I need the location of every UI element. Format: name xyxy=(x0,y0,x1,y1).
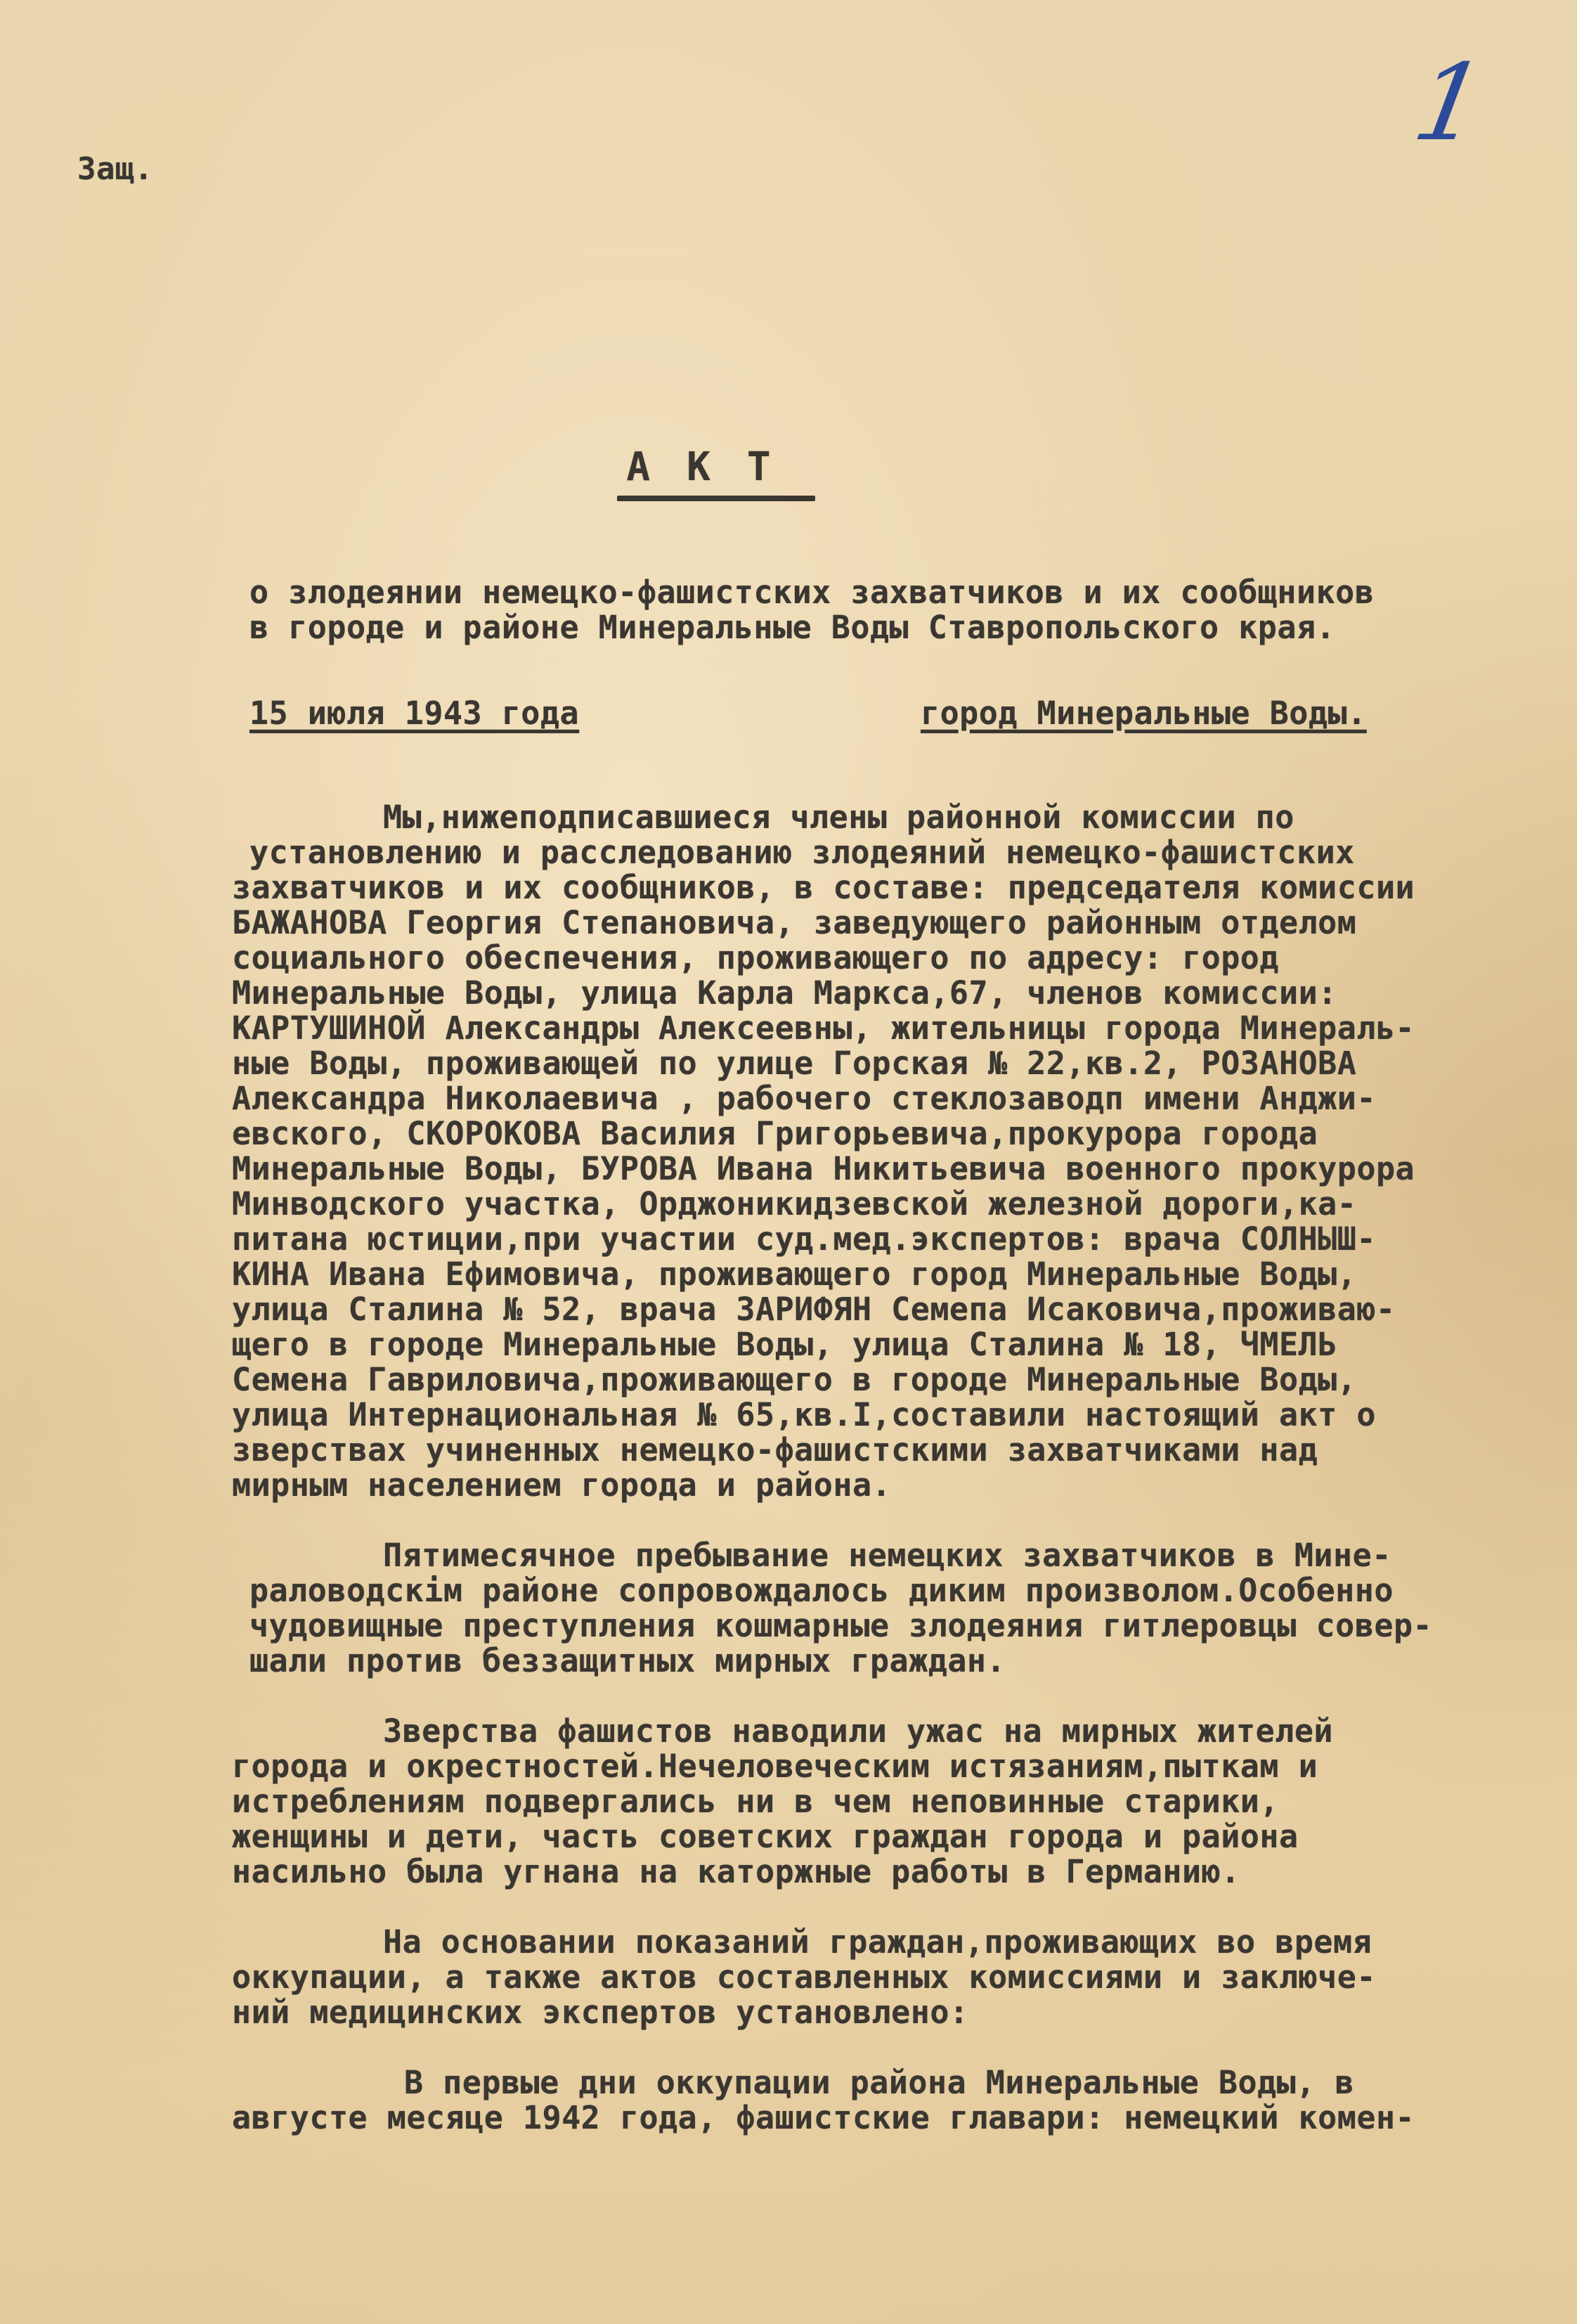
paragraph-line: питана юстиции,при участии суд.мед.экспертов: врача СОЛНЫШ- xyxy=(232,1220,1376,1258)
document-date: 15 июля 1943 года xyxy=(249,695,580,732)
paragraph-line: зверствах учиненных немецко-фашистскими захватчиками над xyxy=(232,1431,1318,1468)
document-place: город Минеральные Воды. xyxy=(921,695,1367,732)
paragraph-line: оккупации, а также актов составленных комиссиями и заключе- xyxy=(232,1958,1376,1996)
paragraph-line: установлению и расследованию злодеяний немецко-фашистских xyxy=(249,834,1355,871)
paragraph-line: Минводского участка, Орджоникидзевской железной дороги,ка- xyxy=(232,1185,1357,1222)
paragraph-line: социального обеспечения, проживающего по адресу: город xyxy=(232,939,1279,976)
paragraph-line: Пятимесячное пребывание немецких захватчиков в Мине- xyxy=(383,1537,1391,1574)
paragraph-line: КАРТУШИНОЙ Александры Алексеевны, жительницы города Минераль- xyxy=(232,1009,1415,1047)
title-underline xyxy=(617,496,815,501)
paragraph-line: женщины и дети, часть советских граждан города и района xyxy=(232,1818,1299,1855)
paragraph-line: евского, СКОРОКОВА Василия Григорьевича,прокурора города xyxy=(232,1115,1318,1152)
paragraph-line: БАЖАНОВА Георгия Степановича, заведующего районным отделом xyxy=(232,904,1357,941)
paragraph-line: улица Сталина № 52, врача ЗАРИФЯН Семепа Исаковича,проживаю- xyxy=(232,1291,1396,1328)
document-title: АКТ xyxy=(626,444,807,490)
paragraph-line: Минеральные Воды, БУРОВА Ивана Никитьевича военного прокурора xyxy=(232,1150,1415,1187)
paragraph-line: августе месяце 1942 года, фашистские главари: немецкий комен- xyxy=(232,2099,1415,2136)
paragraph-line: щего в городе Минеральные Воды, улица Сталина № 18, ЧМЕЛЬ xyxy=(232,1326,1337,1363)
secrecy-mark: Защ. xyxy=(77,151,153,187)
paragraph-line: Семена Гавриловича,проживающего в городе Минеральные Воды, xyxy=(232,1361,1357,1398)
paragraph-line: На основании показаний граждан,проживающих во время xyxy=(383,1923,1372,1961)
paragraph-line: захватчиков и их сообщников, в составе: председателя комиссии xyxy=(232,869,1415,906)
paragraph-line: КИНА Ивана Ефимовича, проживающего город Минеральные Воды, xyxy=(232,1255,1357,1293)
paragraph-line: улица Интернациональная № 65,кв.I,составили настоящий акт о xyxy=(232,1396,1376,1433)
paragraph-line: города и окрестностей.Нечеловеческим истязаниям,пыткам и xyxy=(232,1748,1318,1785)
paragraph-line: ные Воды, проживающей по улице Горская № 22,кв.2, РОЗАНОВА xyxy=(232,1045,1357,1082)
subtitle-line: о злодеянии немецко-фашистских захватчиков и их сообщников xyxy=(249,574,1375,611)
subtitle-line: в городе и районе Минеральные Воды Ставропольского края. xyxy=(249,609,1336,646)
paragraph-line: Александра Николаевича , рабочего стеклозаводп имени Анджи- xyxy=(232,1080,1376,1117)
paragraph-line: раловодскім районе сопровождалось диким произволом.Особенно xyxy=(249,1572,1394,1609)
handwritten-page-number: 1 xyxy=(1405,42,1494,164)
paragraph-line: чудовищные преступления кошмарные злодеяния гитлеровцы совер- xyxy=(249,1607,1433,1644)
paragraph-line: шали против беззащитных мирных граждан. xyxy=(249,1642,1006,1679)
paragraph-line: В первые дни оккупации района Минеральные Воды, в xyxy=(404,2064,1355,2101)
paragraph-line: Мы,нижеподписавшиеся члены районной комиссии по xyxy=(383,799,1294,836)
paragraph-line: Зверства фашистов наводили ужас на мирных жителей xyxy=(383,1712,1334,1750)
paragraph-line: истреблениям подвергались ни в чем неповинные старики, xyxy=(232,1783,1279,1820)
paragraph-line: ний медицинских экспертов установлено: xyxy=(232,1994,969,2031)
paragraph-line: насильно была угнана на каторжные работы в Германию. xyxy=(232,1853,1240,1890)
paragraph-line: Минеральные Воды, улица Карла Маркса,67, членов комиссии: xyxy=(232,974,1337,1012)
paragraph-line: мирным населением города и района. xyxy=(232,1466,892,1504)
